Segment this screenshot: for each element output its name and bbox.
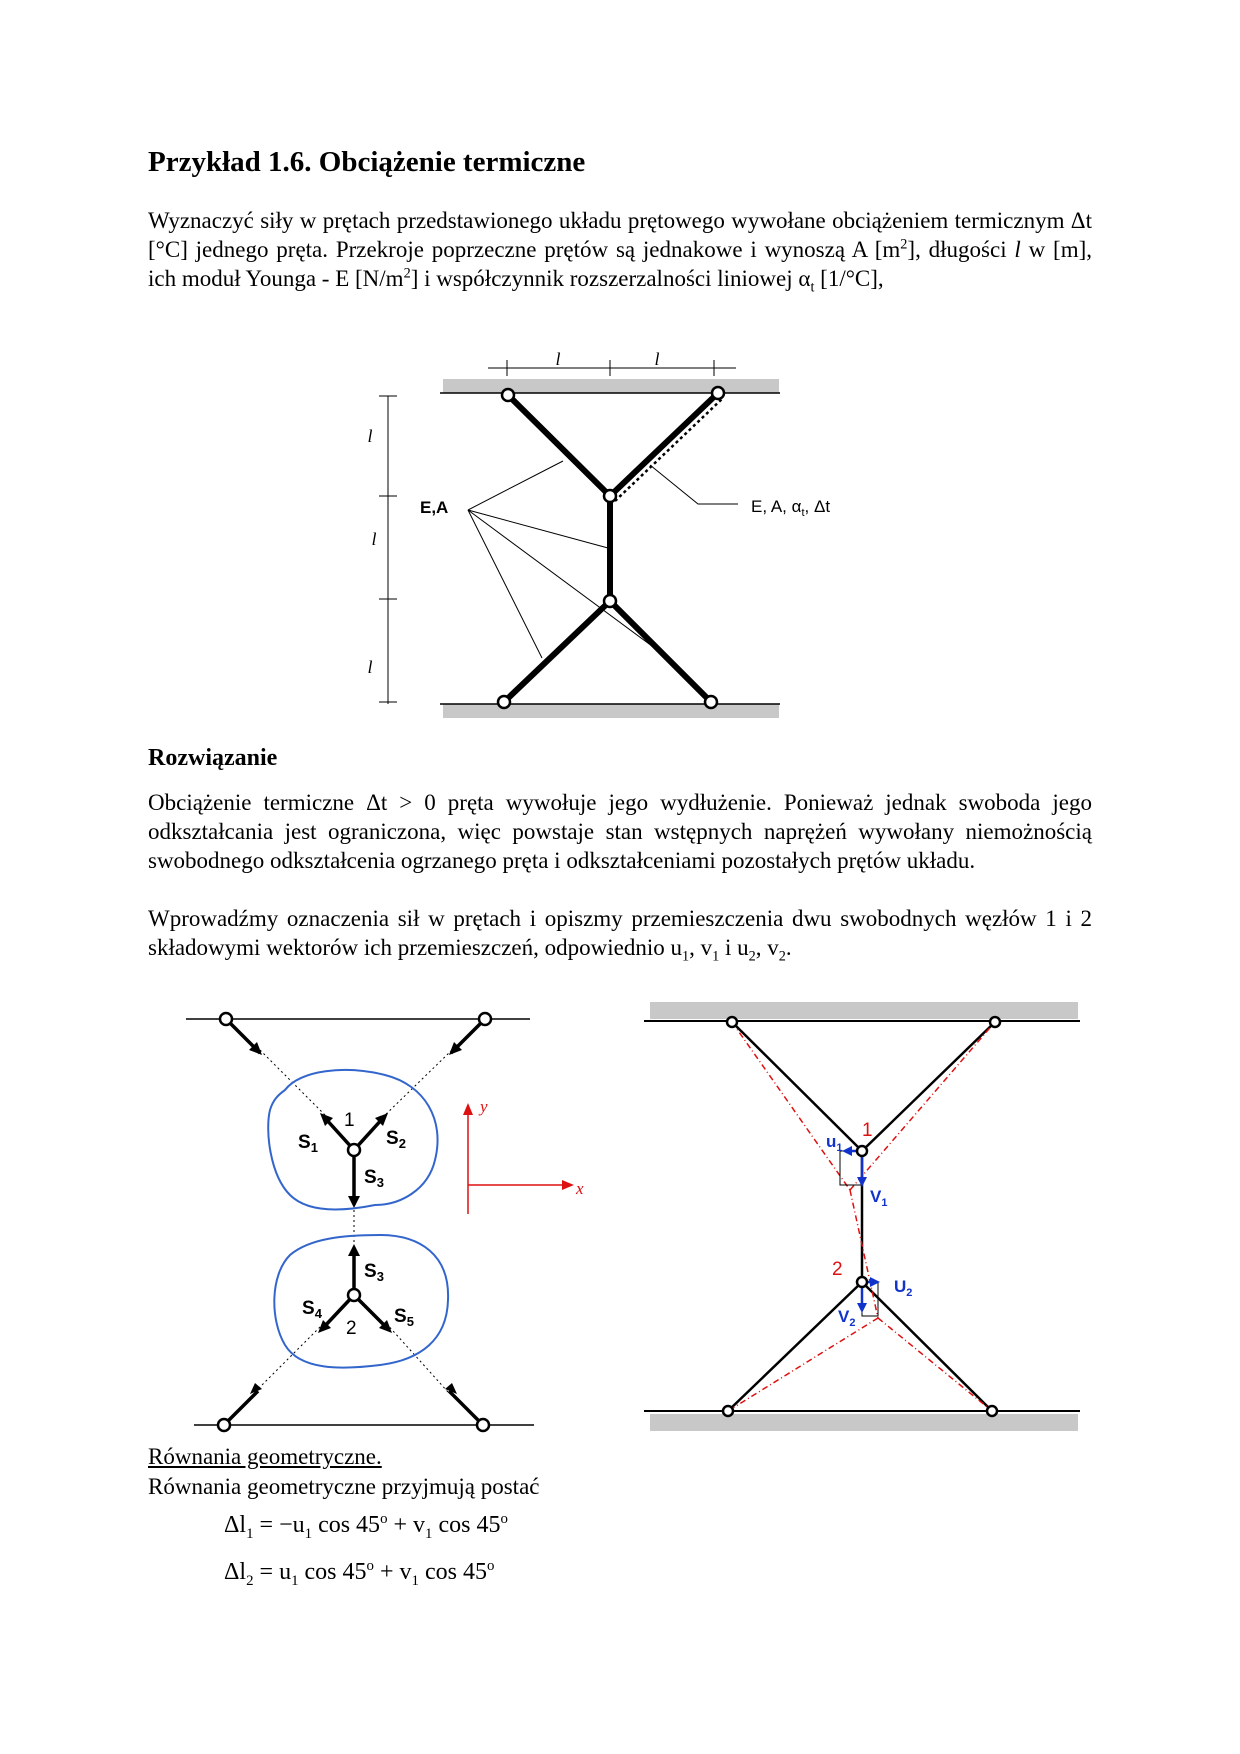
u1-arrowhead bbox=[842, 1146, 852, 1156]
coordinate-axes bbox=[463, 1097, 584, 1214]
sup-2b: 2 bbox=[403, 265, 411, 282]
S-letter: S bbox=[386, 1128, 399, 1149]
deformed-bar-1 bbox=[732, 1022, 850, 1190]
node-1 bbox=[348, 1144, 360, 1156]
eq-sub: 1 bbox=[411, 1572, 419, 1589]
para2-text-e: . bbox=[785, 935, 792, 960]
eq-term: + v bbox=[387, 1512, 426, 1538]
top-support bbox=[650, 1002, 1078, 1019]
length-symbol: l bbox=[1014, 237, 1021, 262]
para2-text-b: , v bbox=[689, 935, 713, 960]
equation-2 bbox=[224, 1558, 495, 1589]
bars-fig1 bbox=[504, 393, 723, 702]
S-sub: 5 bbox=[406, 1314, 414, 1329]
x-axis-arrowhead bbox=[562, 1180, 574, 1190]
bar-4 bbox=[728, 1282, 862, 1411]
eq-term: = −u bbox=[253, 1512, 305, 1538]
y-axis-arrowhead bbox=[463, 1103, 473, 1115]
eq-term: cos 45 bbox=[418, 1559, 487, 1585]
v2-arrowhead bbox=[857, 1303, 867, 1313]
deformed-bar-2 bbox=[850, 1022, 995, 1190]
label-S1 bbox=[298, 1132, 318, 1155]
node-2 bbox=[348, 1289, 360, 1301]
eq-sub: 1 bbox=[246, 1525, 254, 1542]
S-sub: 1 bbox=[310, 1140, 318, 1155]
leader-line bbox=[468, 510, 608, 548]
deformed-bar-3 bbox=[850, 1190, 878, 1318]
sup-2: 2 bbox=[900, 236, 908, 253]
eq-sub: 1 bbox=[304, 1525, 313, 1542]
label-u2 bbox=[894, 1277, 912, 1299]
eq-term: cos 45 bbox=[312, 1512, 381, 1538]
bar-4 bbox=[504, 601, 610, 702]
label-heated-bar bbox=[751, 497, 830, 519]
node-2-label: 2 bbox=[346, 1318, 357, 1339]
hinge-node bbox=[479, 1013, 491, 1025]
eq-sub: 1 bbox=[425, 1525, 433, 1542]
dashed-bar-4 bbox=[255, 1322, 325, 1392]
node-1 bbox=[604, 490, 616, 502]
bottom-support bbox=[650, 1414, 1078, 1431]
hinge-node bbox=[220, 1013, 232, 1025]
equations-intro: Równania geometryczne przyjmują postać bbox=[148, 1474, 540, 1499]
eq-term: cos 45 bbox=[432, 1512, 501, 1538]
leader-line bbox=[468, 510, 542, 658]
label-heated-dt: , Δt bbox=[804, 497, 831, 516]
bar-2 bbox=[862, 1022, 995, 1151]
solution-paragraph-2 bbox=[148, 904, 1092, 965]
eq-degree: o bbox=[486, 1558, 495, 1574]
hinge-node bbox=[705, 696, 717, 708]
equation-1 bbox=[224, 1511, 508, 1542]
label-S3-top bbox=[364, 1167, 384, 1190]
label-heated-text: E, A, α bbox=[751, 497, 802, 516]
leader-line bbox=[468, 510, 660, 652]
displacement-labels bbox=[826, 1132, 912, 1329]
hinge-node bbox=[990, 1017, 1000, 1027]
S-sub: 2 bbox=[398, 1136, 406, 1151]
S-sub: 3 bbox=[376, 1175, 384, 1190]
eq-term: + v bbox=[373, 1559, 412, 1585]
S-letter: S bbox=[364, 1167, 377, 1188]
dim-label-l: l bbox=[367, 657, 373, 677]
leader-line bbox=[468, 461, 563, 510]
bar-1 bbox=[732, 1022, 862, 1151]
intro-text-4: ] i współczynnik rozszerzalności liniowej α bbox=[410, 266, 811, 291]
U-letter: U bbox=[894, 1277, 907, 1296]
intro-text-5: [1/°C], bbox=[814, 266, 884, 291]
node-1-label: 1 bbox=[344, 1110, 355, 1131]
u-sub: 1 bbox=[836, 1142, 843, 1154]
para2-text-c: i u bbox=[719, 935, 749, 960]
arrowheads bbox=[249, 1042, 462, 1394]
y-axis-label: y bbox=[480, 1097, 488, 1116]
sub-2: 2 bbox=[748, 948, 756, 965]
label-v1 bbox=[870, 1187, 887, 1209]
top-support bbox=[443, 379, 779, 393]
cut-bars-dashed bbox=[255, 1050, 452, 1392]
hinge-node bbox=[712, 387, 724, 399]
sub-1: 1 bbox=[712, 948, 720, 965]
eq-sub: 1 bbox=[291, 1572, 299, 1589]
dashed-bar-2 bbox=[380, 1050, 452, 1120]
dim-label-l: l bbox=[654, 349, 660, 369]
label-S5 bbox=[394, 1306, 414, 1329]
eq-term: cos 45 bbox=[298, 1559, 367, 1585]
label-S2 bbox=[386, 1128, 406, 1151]
heated-bar-hatch bbox=[615, 398, 723, 501]
eq-lhs: Δl bbox=[224, 1559, 247, 1585]
v-letter: V bbox=[870, 1187, 882, 1206]
dim-label-l: l bbox=[371, 529, 377, 549]
hinge-node bbox=[502, 389, 514, 401]
node-1-label: 1 bbox=[862, 1120, 873, 1141]
dimension-lines-fig1 bbox=[367, 349, 736, 704]
U-sub: 2 bbox=[906, 1287, 913, 1299]
eq-sub: 2 bbox=[246, 1572, 254, 1589]
S-letter: S bbox=[298, 1132, 311, 1153]
eq-lhs: Δl bbox=[224, 1512, 247, 1538]
dim-label-l: l bbox=[555, 349, 561, 369]
displacement-figure bbox=[644, 1002, 1080, 1431]
label-v2 bbox=[838, 1307, 855, 1329]
label-ea: E,A bbox=[420, 498, 449, 517]
equations-heading: Równania geometryczne. bbox=[148, 1444, 382, 1469]
eq-degree: o bbox=[380, 1511, 388, 1527]
S-letter: S bbox=[364, 1261, 377, 1282]
label-S4 bbox=[302, 1298, 323, 1321]
deformed-bar-5 bbox=[878, 1318, 992, 1411]
solution-paragraph-1: Obciążenie termiczne Δt > 0 pręta wywołuje jego wydłużenie. Ponieważ jednak swoboda jego odkształcania jest ograniczona, więc powstaje stan wstępnych naprężeń wywołany niemożnością swobodnego odkształcenia ogrzanego pręta i odkształceniami pozostałych prętów układu. bbox=[148, 790, 1092, 873]
node-1 bbox=[857, 1146, 867, 1156]
bar-5 bbox=[610, 601, 711, 702]
sub-2: 2 bbox=[778, 948, 786, 965]
sub-t: t bbox=[810, 279, 815, 296]
eq-degree: o bbox=[366, 1558, 374, 1574]
dim-label-l: l bbox=[367, 426, 373, 446]
bar-2-heated bbox=[610, 393, 718, 496]
deformed-bar-4 bbox=[728, 1318, 878, 1411]
node-2-label: 2 bbox=[832, 1259, 843, 1280]
S-letter: S bbox=[302, 1298, 315, 1319]
bottom-support bbox=[443, 704, 779, 718]
node-2 bbox=[857, 1277, 867, 1287]
example-title: Przykład 1.6. Obciążenie termiczne bbox=[148, 146, 586, 178]
S-sub: 3 bbox=[376, 1269, 384, 1284]
x-axis-label: x bbox=[576, 1179, 584, 1198]
arrowhead bbox=[348, 1196, 360, 1208]
bars-fig3 bbox=[728, 1022, 995, 1411]
bar-1 bbox=[508, 395, 610, 496]
eq-term: = u bbox=[253, 1559, 292, 1585]
hinge-node bbox=[987, 1406, 997, 1416]
para2-text-a: Wprowadźmy oznaczenia sił w prętach i opiszmy przemieszczenia dwu swobodnych węzłów 1 i 2 składowymi wektorów ich przemieszczeń, odpowiednio u bbox=[148, 906, 1092, 960]
para2-text-d: , v bbox=[755, 935, 779, 960]
free-body-figure bbox=[186, 1013, 584, 1431]
u-letter: u bbox=[826, 1132, 837, 1151]
hinge-node bbox=[477, 1419, 489, 1431]
label-u1 bbox=[826, 1132, 843, 1154]
bar-5 bbox=[862, 1282, 992, 1411]
hinge-node bbox=[218, 1419, 230, 1431]
node-2 bbox=[604, 595, 616, 607]
hinge-node bbox=[498, 696, 510, 708]
intro-text-1: Wyznaczyć siły w prętach przedstawionego układu prętowego wywołane obciążeniem termicznym Δt [°C] jednego pręta. Przekroje poprzeczne prętów są jednakowe i wynoszą A [m bbox=[148, 208, 1092, 262]
S-sub: 4 bbox=[314, 1306, 322, 1321]
eq-degree: o bbox=[500, 1511, 508, 1527]
label-heated-sub: t bbox=[801, 507, 805, 519]
S-letter: S bbox=[394, 1306, 407, 1327]
label-S3-bottom bbox=[364, 1261, 384, 1284]
v-letter: V bbox=[838, 1307, 850, 1326]
intro-text-3: w [m], ich moduł Younga - E [N/m bbox=[148, 237, 1092, 291]
v-sub: 1 bbox=[881, 1197, 888, 1209]
arrowhead bbox=[348, 1244, 360, 1256]
v-sub: 2 bbox=[849, 1317, 856, 1329]
heated-leader-line bbox=[650, 465, 738, 504]
hinge-node bbox=[727, 1017, 737, 1027]
intro-text-2: ], długości bbox=[907, 237, 1015, 262]
solution-heading: Rozwiązanie bbox=[148, 745, 278, 771]
hinge-node bbox=[723, 1406, 733, 1416]
sub-1: 1 bbox=[681, 948, 690, 965]
